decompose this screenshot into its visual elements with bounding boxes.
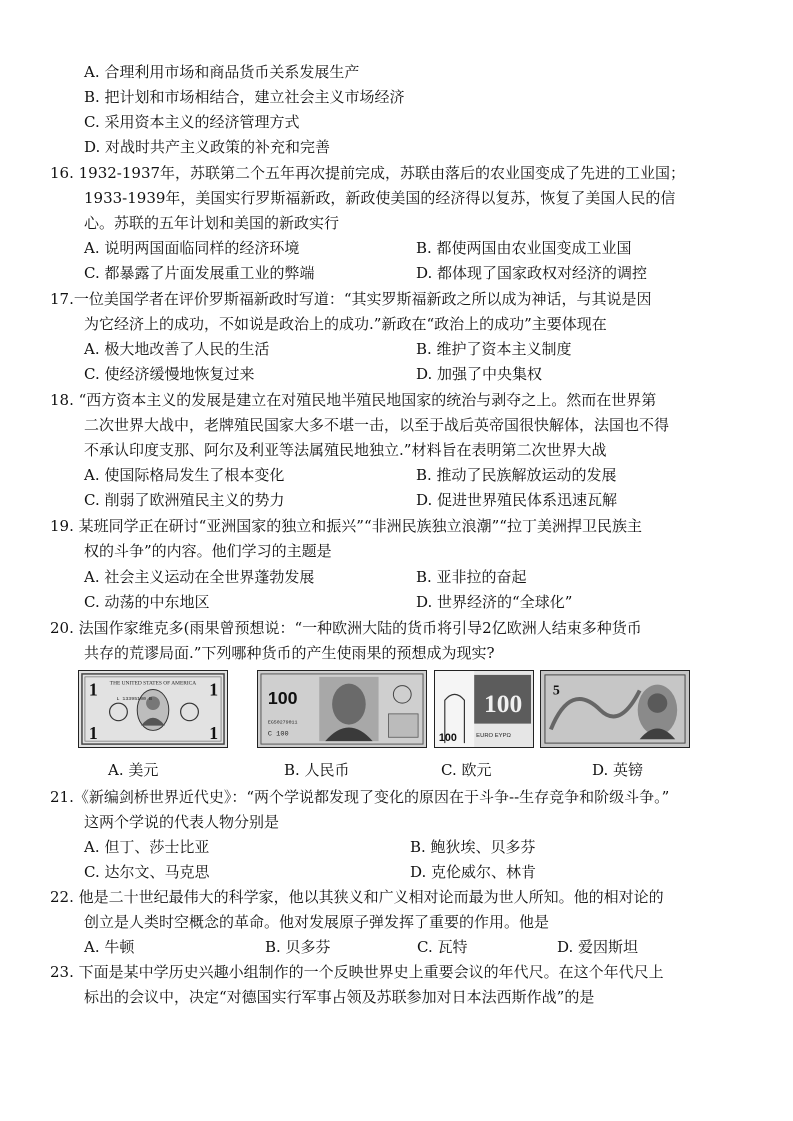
q19-option-a: A. 社会主义运动在全世界蓬勃发展 — [84, 568, 315, 586]
q19-option-c: C. 动荡的中东地区 — [84, 593, 210, 611]
q21-option-c: C. 达尔文、马克思 — [84, 863, 210, 881]
q20-option-b: B. 人民币 — [284, 761, 350, 779]
q16-option-b: B. 都使两国由农业国变成工业国 — [416, 239, 632, 257]
q22-option-b: B. 贝多芬 — [265, 938, 331, 956]
q15-option-a: A. 合理利用市场和商品货币关系发展生产 — [84, 63, 360, 81]
q22-stem-line-1: 22. 他是二十世纪最伟大的科学家，他以其狭义和广义相对论而最为世人所知。他的相对论的 — [50, 888, 664, 906]
q22-option-c: C. 瓦特 — [417, 938, 468, 956]
q20-stem-line-1: 20. 法国作家维克多(雨果曾预想说：“一种欧洲大陆的货币将引导2亿欧洲人结束多种货币 — [50, 619, 642, 637]
q16-stem-line-1: 16. 1932-1937年，苏联第二个五年再次提前完成，苏联由落后的农业国变成了先进的工业国； — [50, 164, 686, 182]
q20-option-c: C. 欧元 — [441, 761, 492, 779]
euro-large-denomination: 100 — [484, 689, 523, 718]
q20-stem-line-2: 共存的荒谬局面.”下列哪种货币的产生使雨果的预想成为现实? — [84, 644, 495, 662]
q17-option-d: D. 加强了中央集权 — [416, 365, 543, 383]
pound-denomination: 5 — [552, 682, 560, 698]
q17-option-b: B. 维护了资本主义制度 — [416, 340, 572, 358]
rmb-banknote-image — [257, 670, 427, 748]
q18-option-d: D. 促进世界殖民体系迅速瓦解 — [416, 491, 618, 509]
usd-serial-number: L 13395100 B — [116, 697, 152, 703]
euro-currency-text: EURO ΕΥΡΩ — [476, 733, 511, 740]
q17-option-c: C. 使经济缓慢地恢复过来 — [84, 365, 255, 383]
q16-stem-line-2: 1933-1939年，美国实行罗斯福新政，新政使美国的经济得以复苏，恢复了美国人民的信 — [84, 189, 676, 207]
q16-option-d: D. 都体现了国家政权对经济的调控 — [416, 264, 648, 282]
q21-stem-line-2: 这两个学说的代表人物分别是 — [84, 813, 280, 831]
q15-option-b: B. 把计划和市场相结合，建立社会主义市场经济 — [84, 88, 405, 106]
q18-stem-line-1: 18. “西方资本主义的发展是建立在对殖民地半殖民地国家的统治与剥夺之上。然而在世界第 — [50, 391, 657, 409]
usd-corner-numeral-br: 1 — [209, 723, 219, 744]
q16-stem-line-3: 心。苏联的五年计划和美国的新政实行 — [84, 214, 340, 232]
q18-option-c: C. 削弱了欧洲殖民主义的势力 — [84, 491, 285, 509]
q17-stem-line-2: 为它经济上的成功，不如说是政治上的成功.”新政在“政治上的成功”主要体现在 — [84, 315, 607, 333]
rmb-serial-number: EG50279011 — [267, 720, 298, 726]
q20-option-d: D. 英镑 — [592, 761, 644, 779]
q19-option-b: B. 亚非拉的奋起 — [416, 568, 527, 586]
euro-small-denomination: 100 — [438, 732, 457, 745]
q20-option-a: A. 美元 — [108, 761, 159, 779]
q22-stem-line-2: 创立是人类时空概念的革命。他对发展原子弹发挥了重要的作用。他是 — [84, 913, 550, 931]
q21-option-d: D. 克伦威尔、林肯 — [410, 863, 537, 881]
q23-stem-line-1: 23. 下面是某中学历史兴趣小组制作的一个反映世界史上重要会议的年代尺。在这个年代尺上 — [50, 963, 664, 981]
usd-corner-numeral-bl: 1 — [88, 723, 98, 744]
q17-option-a: A. 极大地改善了人民的生活 — [84, 340, 270, 358]
q19-stem-line-2: 权的斗争”的内容。他们学习的主题是 — [84, 542, 332, 560]
q19-stem-line-1: 19. 某班同学正在研讨“亚洲国家的独立和振兴”“非洲民族独立浪潮”“拉丁美洲捍卫民族主 — [50, 517, 642, 535]
q18-option-a: A. 使国际格局发生了根本变化 — [84, 466, 285, 484]
usd-corner-numeral-tr: 1 — [209, 679, 219, 700]
q21-option-b: B. 鲍狄埃、贝多芬 — [410, 838, 536, 856]
usd-header-text: THE UNITED STATES OF AMERICA — [109, 680, 197, 687]
rmb-denomination: 100 — [267, 688, 298, 709]
euro-banknote-image — [434, 670, 534, 748]
q18-option-b: B. 推动了民族解放运动的发展 — [416, 466, 617, 484]
q22-option-d: D. 爱因斯坦 — [557, 938, 639, 956]
q16-option-c: C. 都暴露了片面发展重工业的弊端 — [84, 264, 315, 282]
q21-option-a: A. 但丁、莎士比亚 — [84, 838, 210, 856]
q21-stem-line-1: 21.《新编剑桥世界近代史》：“两个学说都发现了变化的原因在于斗争--生存竞争和阶级斗争。” — [50, 788, 670, 806]
q15-option-c: C. 采用资本主义的经济管理方式 — [84, 113, 300, 131]
usd-corner-numeral-tl: 1 — [88, 679, 98, 700]
us-dollar-banknote-image — [78, 670, 228, 748]
q18-stem-line-3: 不承认印度支那、阿尔及利亚等法属殖民地独立.”材料旨在表明第二次世界大战 — [84, 441, 607, 459]
q22-option-a: A. 牛顿 — [84, 938, 135, 956]
q15-option-d: D. 对战时共产主义政策的补充和完善 — [84, 138, 331, 156]
rmb-small-denomination: C 100 — [267, 730, 289, 739]
q17-stem-line-1: 17.一位美国学者在评价罗斯福新政时写道：“其实罗斯福新政之所以成为神话，与其说是因 — [50, 290, 652, 308]
q23-stem-line-2: 标出的会议中，决定“对德国实行军事占领及苏联参加对日本法西斯作战”的是 — [84, 988, 595, 1006]
q16-option-a: A. 说明两国面临同样的经济环境 — [84, 239, 300, 257]
q19-option-d: D. 世界经济的“全球化” — [416, 593, 573, 611]
pound-banknote-image — [540, 670, 690, 748]
q18-stem-line-2: 二次世界大战中，老牌殖民国家大多不堪一击，以至于战后英帝国很快解体，法国也不得 — [84, 416, 670, 434]
